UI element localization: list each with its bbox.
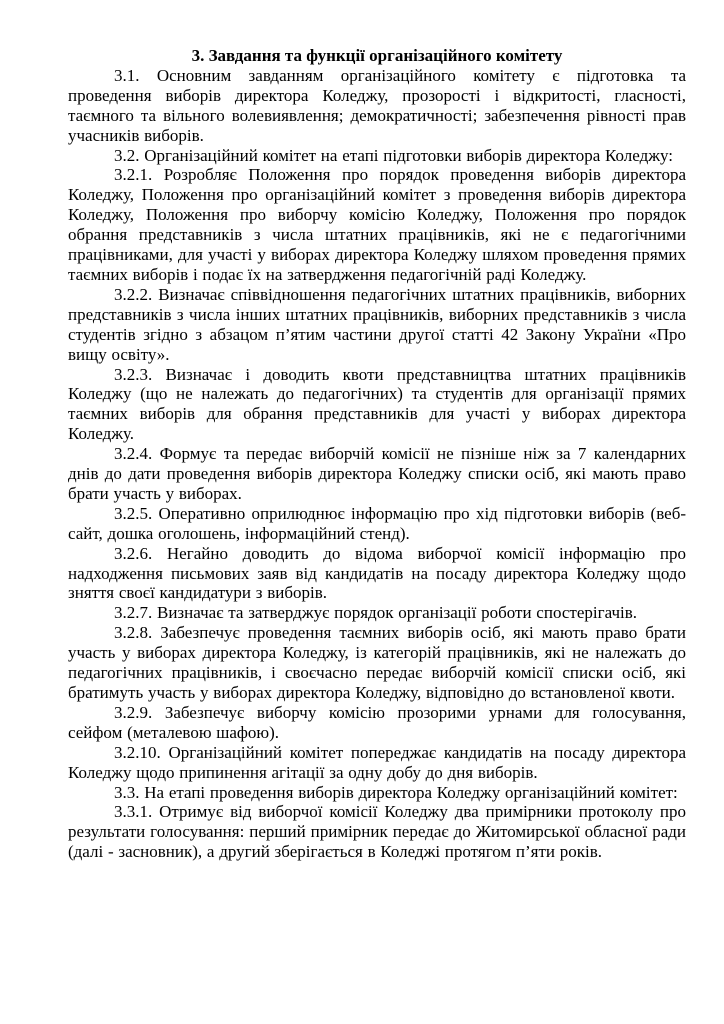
paragraph-3-2-1: 3.2.1. Розробляє Положення про порядок проведення виборів директора Коледжу, Положення про організаційний комітет з проведення виборів директора Коледжу, Положення про виборчу комісію Коледжу, Положення про порядок обрання представників з числа штатних працівників, які не є педагогічними працівниками, для участі у виборах директора Коледжу шляхом проведення прямих таємних виборів і подає їх на затвердження педагогічній раді Коледжу. <box>68 165 686 284</box>
paragraph-3-2-10: 3.2.10. Організаційний комітет попереджає кандидатів на посаду директора Коледжу щодо припинення агітації за одну добу до дня виборів. <box>68 742 686 782</box>
paragraph-3-2-7: 3.2.7. Визначає та затверджує порядок організації роботи спостерігачів. <box>114 603 637 623</box>
paragraph-3-1: 3.1. Основним завданням організаційного комітету є підготовка та проведення виборів директора Коледжу, прозорості і відкритості, гласності, таємного та вільного волевиявлення; демократичності; забезпечення рівності прав учасників виборів. <box>68 65 686 145</box>
paragraph-3-2-3: 3.2.3. Визначає і доводить квоти представництва штатних працівників Коледжу (що не належать до педагогічних) та студентів для організації прямих таємних виборів для обрання представників для участі у виборах директора Коледжу. <box>68 364 686 444</box>
paragraph-3-2-2: 3.2.2. Визначає співвідношення педагогічних штатних працівників, виборних представників з числа інших штатних працівників, виборних представників з числа студентів згідно з абзацом п’ятим частини другої статті 42 Закону України «Про вищу освіту». <box>68 284 686 364</box>
paragraph-3-2-6: 3.2.6. Негайно доводить до відома виборчої комісії інформацію про надходження письмових заяв від кандидатів на посаду директора Коледжу щодо зняття своєї кандидатури з виборів. <box>68 543 686 603</box>
paragraph-3-2-9: 3.2.9. Забезпечує виборчу комісію прозорими урнами для голосування, сейфом (металевою шафою). <box>68 702 686 742</box>
paragraph-3-2-4: 3.2.4. Формує та передає виборчій комісії не пізніше ніж за 7 календарних днів до дати проведення виборів директора Коледжу списки осіб, які мають право брати участь у виборах. <box>68 444 686 503</box>
document-body <box>68 66 686 862</box>
paragraph-3-2-8: 3.2.8. Забезпечує проведення таємних виборів осіб, які мають право брати участь у виборах директора Коледжу, із категорій працівників, які не належать до педагогічних працівників, і своєчасно передає виборчій комісії списки осіб, які братимуть участь у виборах директора Коледжу, відповідно до встановленої квоти. <box>68 623 686 702</box>
paragraph-3-3-1: 3.3.1. Отримує від виборчої комісії Коледжу два примірники протоколу про результати голосування: перший примірник передає до Житомирської обласної ради (далі - засновник), а другий зберігається в Коледжі протягом п’яти років. <box>68 802 686 862</box>
paragraph-3-2: 3.2. Організаційний комітет на етапі підготовки виборів директора Коледжу: <box>114 145 673 165</box>
paragraph-3-2-5: 3.2.5. Оперативно оприлюднює інформацію про хід підготовки виборів (веб-сайт, дошка оголошень, інформаційний стенд). <box>68 503 686 543</box>
document-title: 3. Завдання та функції організаційного комітету <box>191 46 563 65</box>
paragraph-3-3: 3.3. На етапі проведення виборів директора Коледжу організаційний комітет: <box>114 782 678 802</box>
